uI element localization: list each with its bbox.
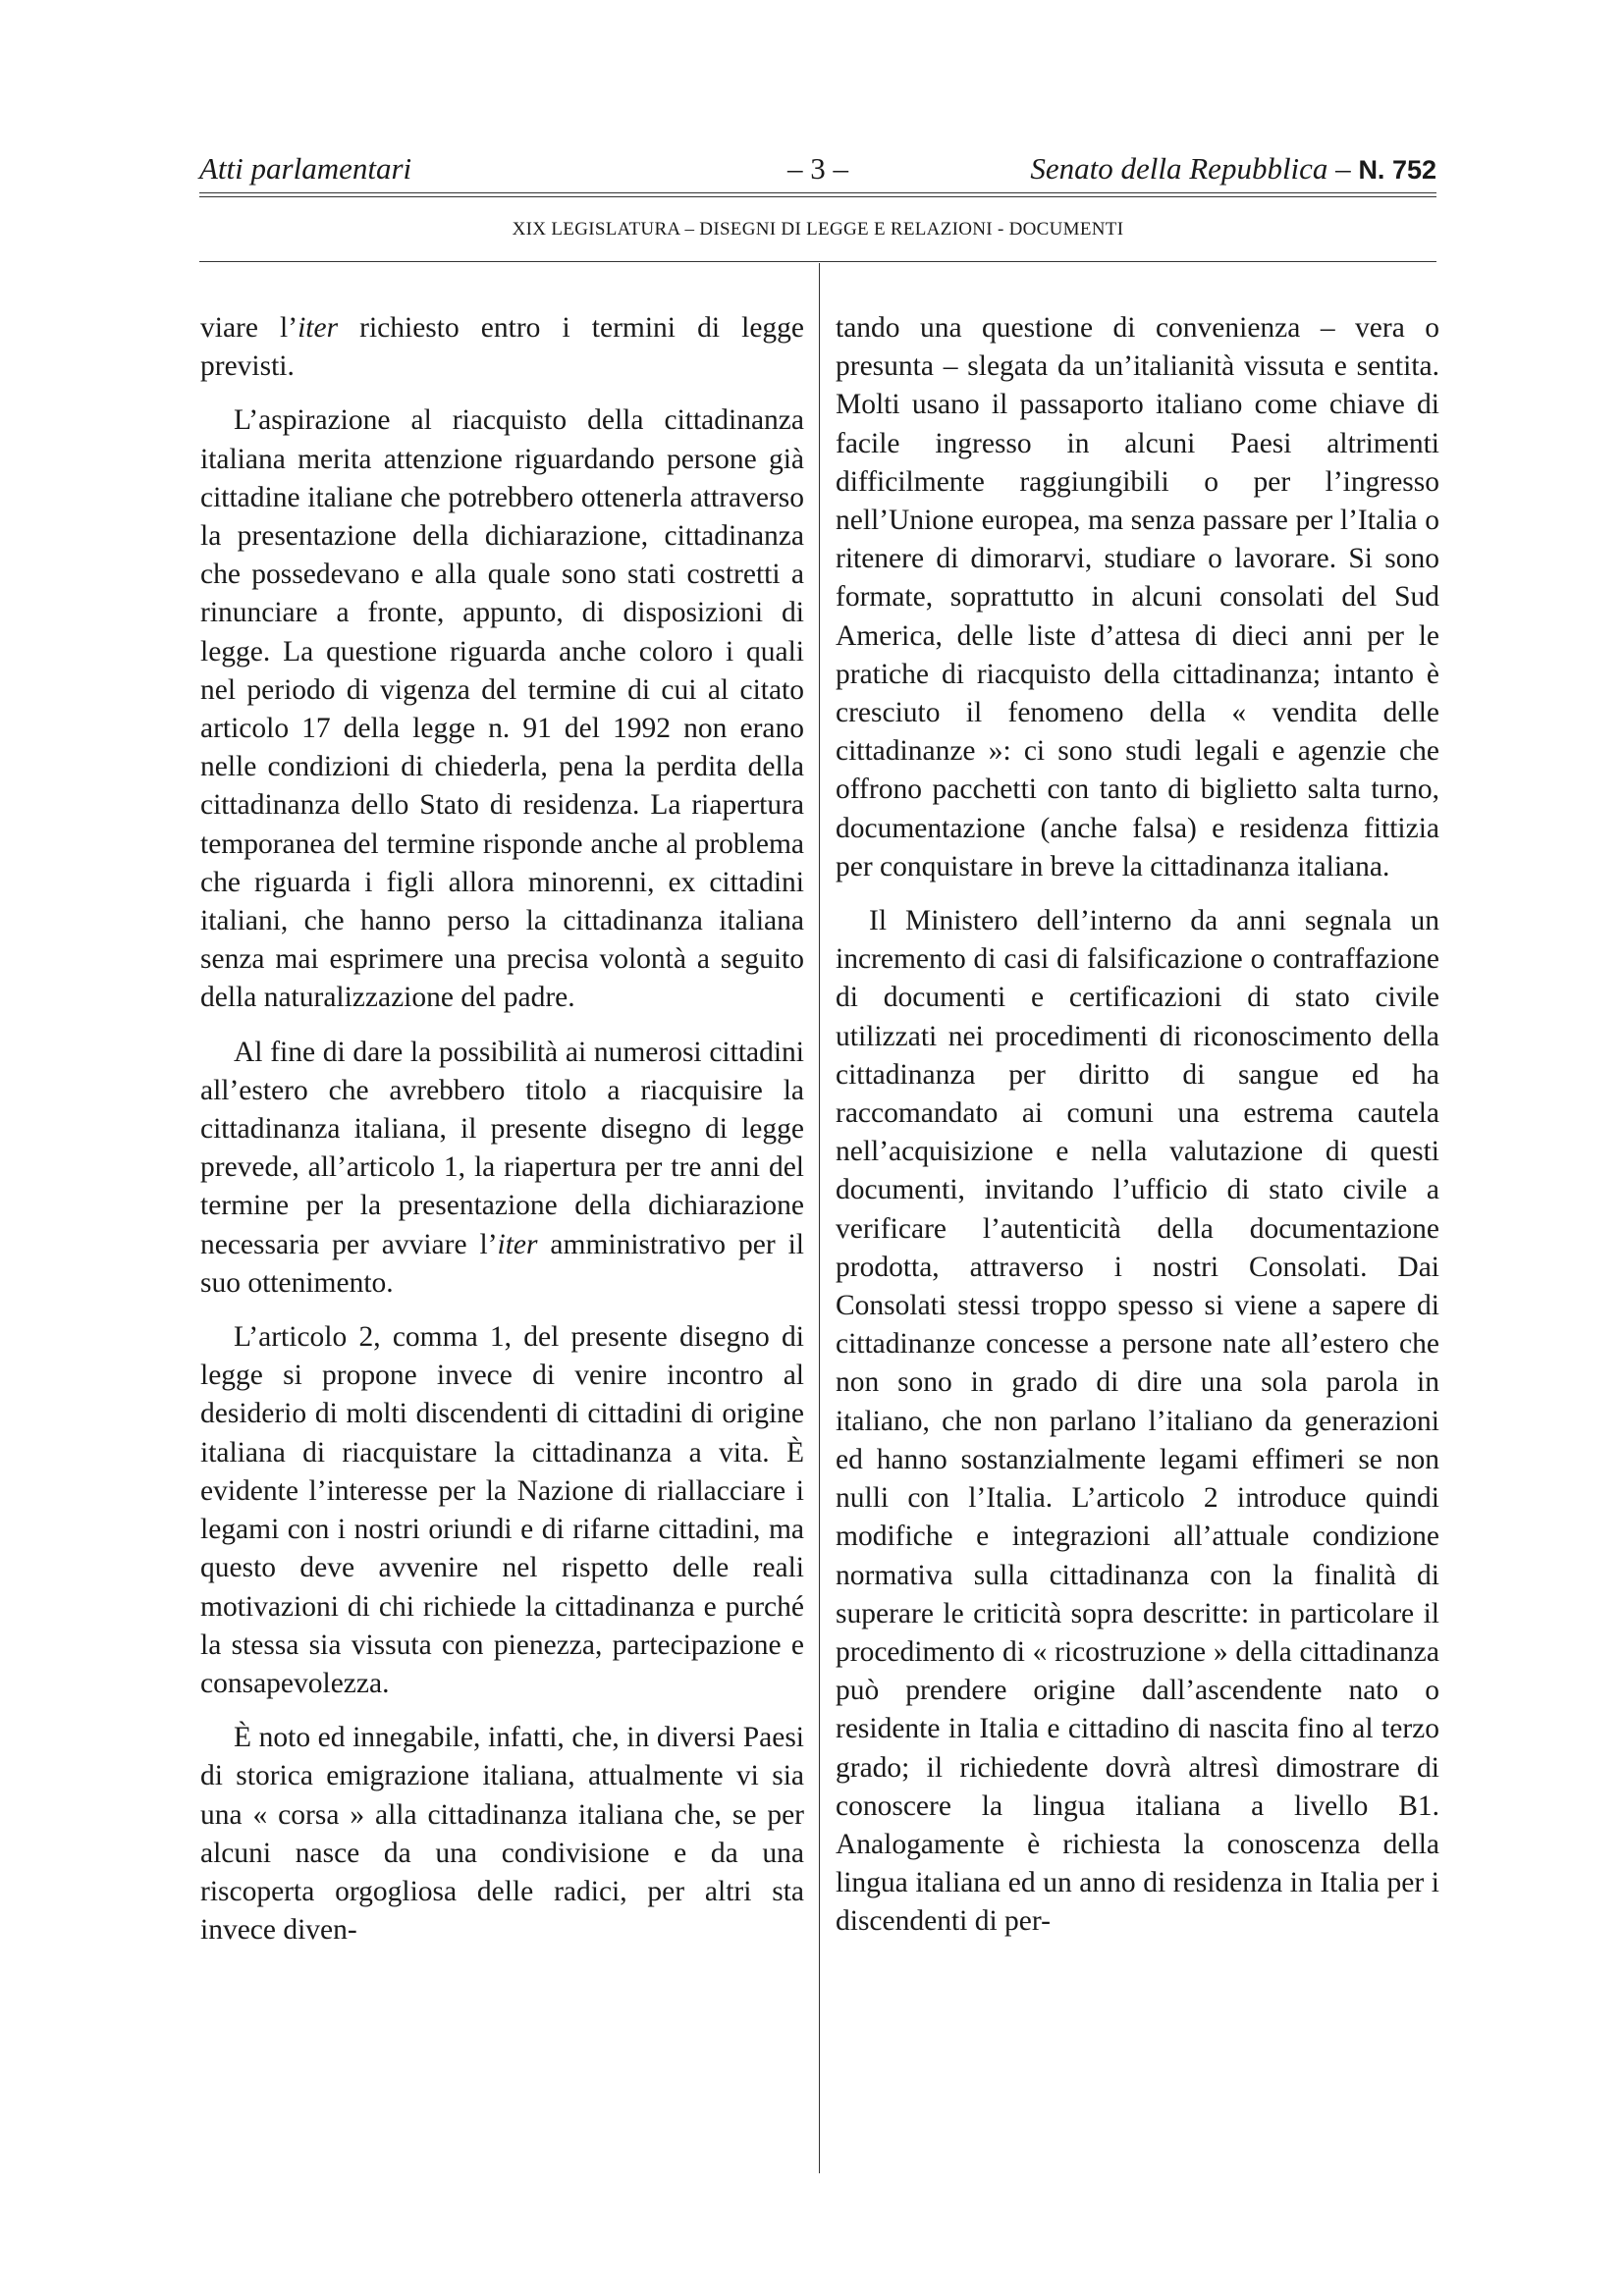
- left-column: [200, 309, 804, 1965]
- running-header: [199, 147, 1436, 190]
- header-rule-top-2: [199, 196, 1436, 197]
- header-right-text: Senato della Repubblica –: [1030, 151, 1359, 186]
- paragraph: L’articolo 2, comma 1, del presente disegno di legge si propone invece di venire incontro al desiderio di molti discendenti di cittadini di origine italiana di riacquistare la cittadinanza a vita. È evidente l’interesse per la Nazione di riallacciare i legami con i nostri oriundi e di rifarne cittadini, ma questo deve avvenire nel rispetto delle reali motivazioni di chi richiede la cittadinanza e purché la stessa sia vissuta con pienezza, partecipazione e consapevolezza.: [200, 1321, 804, 1699]
- header-rule-top: [199, 192, 1436, 193]
- bill-number: N. 752: [1358, 155, 1436, 185]
- latin-term: iter: [298, 312, 339, 344]
- paragraph: viare l’iter richiesto entro i termini di legge previsti.: [200, 312, 805, 383]
- column-divider: [819, 263, 820, 2173]
- page-number: – 3 –: [787, 151, 848, 186]
- paragraph: Al fine di dare la possibilità ai numerosi cittadini all’estero che avrebbero titolo a riacquisire la cittadinanza italiana, il presente disegno di legge prevede, all’articolo 1, la riapertura per tre anni del termine per la presentazione della dichiarazione necessaria per avviare l’iter amministrativo per il suo ottenimento.: [200, 1036, 804, 1299]
- paragraph: È noto ed innegabile, infatti, che, in diversi Paesi di storica emigrazione italiana, attualmente vi sia una « corsa » alla cittadinanza italiana che, se per alcuni nasce da una condivisione e da una riscoperta orgogliosa delle radici, per altri sta invece diven-: [200, 1722, 804, 1947]
- right-column: [836, 309, 1439, 1957]
- legislature-subtitle: XIX LEGISLATURA – DISEGNI DI LEGGE E RELAZIONI - DOCUMENTI: [512, 219, 1124, 240]
- header-left: Atti parlamentari: [199, 151, 412, 186]
- paragraph: L’aspirazione al riacquisto della cittadinanza italiana merita attenzione riguardando persone già cittadine italiane che potrebbero ottenerla attraverso la presentazione della dichiarazione, cittadinanza che possedevano e alla quale sono stati costretti a rinunciare a fronte, appunto, di disposizioni di legge. La questione riguarda anche coloro i quali nel periodo di vigenza del termine di cui al citato articolo 17 della legge n. 91 del 1992 non erano nelle condizioni di chiederla, pena la perdita della cittadinanza dello Stato di residenza. La riapertura temporanea del termine risponde anche al problema che riguarda i figli allora minorenni, ex cittadini italiani, che hanno perso la cittadinanza italiana senza mai esprimere una precisa volontà a seguito della naturalizzazione del padre.: [200, 404, 804, 1014]
- paragraph: Il Ministero dell’interno da anni segnala un incremento di casi di falsificazione o contraffazione di documenti e certificazioni di stato civile utilizzati nei procedimenti di riconoscimento della cittadinanza per diritto di sangue ed ha raccomandato ai comuni una estrema cautela nell’acquisizione e nella valutazione di questi documenti, invitando l’ufficio di stato civile a verificare l’autenticità della documentazione prodotta, attraverso i nostri Consolati. Dai Consolati stessi troppo spesso si viene a sapere di cittadinanze concesse a persone nate all’estero che non sono in grado di dire una sola parola in italiano, che non parlano l’italiano da generazioni ed hanno sostanzialmente legami effimeri se non nulli con l’Italia. L’articolo 2 introduce quindi modifiche e integrazioni all’attuale condizione normativa sulla cittadinanza con la finalità di superare le criticità sopra descritte: in particolare il procedimento di « ricostruzione » della cittadinanza può prendere origine dall’ascendente nato o residente in Italia e cittadino di nascita fino al terzo grado; il richiedente dovrà altresì dimostrare di conoscere la lingua italiana a livello B1. Analogamente è richiesta la conoscenza della lingua italiana ed un anno di residenza in Italia per i discendenti di per-: [836, 905, 1439, 1938]
- header-rule-bottom: [199, 261, 1436, 262]
- latin-term: iter: [497, 1228, 538, 1260]
- paragraph: tando una questione di convenienza – vera o presunta – slegata da un’italianità vissuta e sentita. Molti usano il passaporto italiano come chiave di facile ingresso in alcuni Paesi altrimenti difficilmente raggiungibili o per l’ingresso nell’Unione europea, ma senza passare per l’Italia o ritenere di dimorarvi, studiare o lavorare. Si sono formate, soprattutto in alcuni consolati del Sud America, delle liste d’attesa di dieci anni per le pratiche di riacquisto della cittadinanza; intanto è cresciuto il fenomeno della « vendita delle cittadinanze »: ci sono studi legali e agenzie che offrono pacchetti con tanto di biglietto salta turno, documentazione (anche falsa) e residenza fittizia per conquistare in breve la cittadinanza italiana.: [836, 312, 1439, 882]
- header-right: [1030, 147, 1436, 191]
